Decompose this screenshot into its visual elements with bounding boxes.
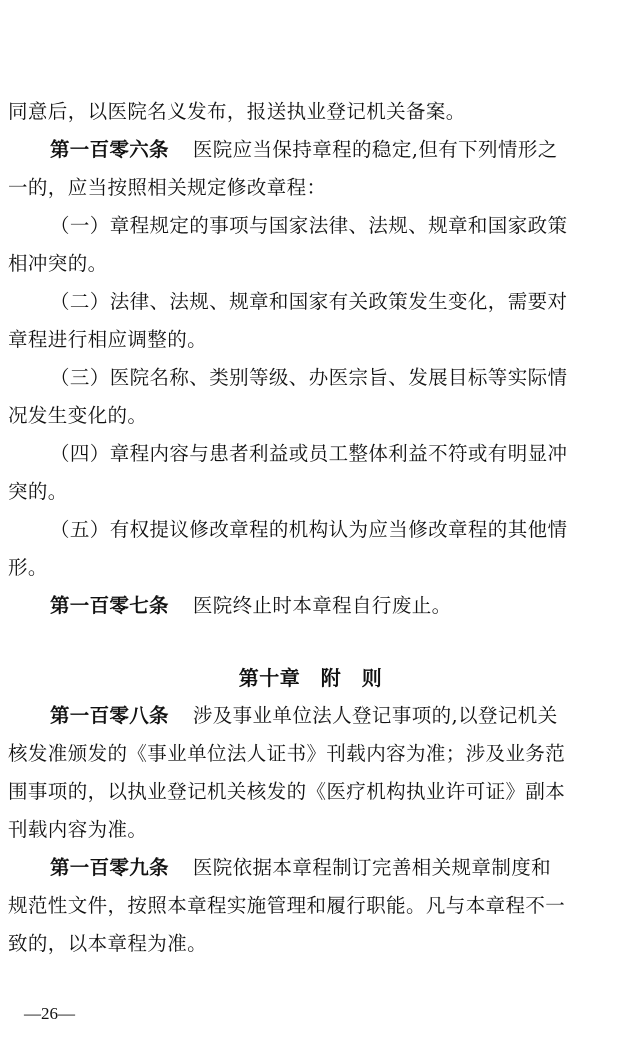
item-5-line-1: （五）有权提议修改章程的机构认为应当修改章程的其他情 <box>50 518 568 541</box>
item-4-line-2: 突的。 <box>8 480 68 503</box>
article-109-line-2: 规范性文件，按照本章程实施管理和履行职能。凡与本章程不一 <box>8 894 566 917</box>
article-108-text: 涉及事业单位法人登记事项的,以登记机关 <box>192 704 558 727</box>
article-109-paragraph <box>50 852 615 884</box>
item-2-line-1: （二）法律、法规、规章和国家有关政策发生变化，需要对 <box>50 290 568 313</box>
article-106-lead: 医院 <box>192 138 233 161</box>
item-5-line-2: 形。 <box>8 556 48 579</box>
page-number: —26— <box>24 1004 75 1023</box>
item-1-line-1: （一）章程规定的事项与国家法律、法规、规章和国家政策 <box>50 214 568 237</box>
article-109-text: 医院依据本章程制订完善相关规章制度和 <box>192 856 552 879</box>
article-108-line-3: 围事项的，以执业登记机关核发的《医疗机构执业许可证》副本 <box>8 780 566 803</box>
article-106-paragraph <box>50 134 615 166</box>
article-109-line-3: 致的，以本章程为准。 <box>8 932 208 955</box>
item-3-line-1: （三）医院名称、类别等级、办医宗旨、发展目标等实际情 <box>50 366 568 389</box>
text-line-3: 一的，应当按照相关规定修改章程： <box>8 176 327 199</box>
item-3-line-2: 况发生变化的。 <box>8 404 148 427</box>
article-106-title: 第一百零六条 <box>50 138 169 161</box>
article-107-text: 医院终止时本章程自行废止。 <box>192 594 452 617</box>
article-107-paragraph <box>50 590 615 622</box>
item-4-line-1: （四）章程内容与患者利益或员工整体利益不符或有明显冲 <box>50 442 568 465</box>
item-1-line-2: 相冲突的。 <box>8 252 108 275</box>
article-108-line-2: 核发准颁发的《事业单位法人证书》刊载内容为准；涉及业务范 <box>8 742 566 765</box>
article-109-title: 第一百零九条 <box>50 856 169 879</box>
chapter-heading: 第十章 附 则 <box>238 666 383 690</box>
item-2-line-2: 章程进行相应调整的。 <box>8 328 208 351</box>
article-107-title: 第一百零七条 <box>50 594 169 617</box>
article-108-line-4: 刊载内容为准。 <box>8 818 148 841</box>
article-108-paragraph <box>50 700 615 732</box>
article-106-text: 应当保持章程的稳定,但有下列情形之 <box>232 138 558 161</box>
article-108-title: 第一百零八条 <box>50 704 169 727</box>
text-line-1: 同意后，以医院名义发布，报送执业登记机关备案。 <box>8 100 466 123</box>
